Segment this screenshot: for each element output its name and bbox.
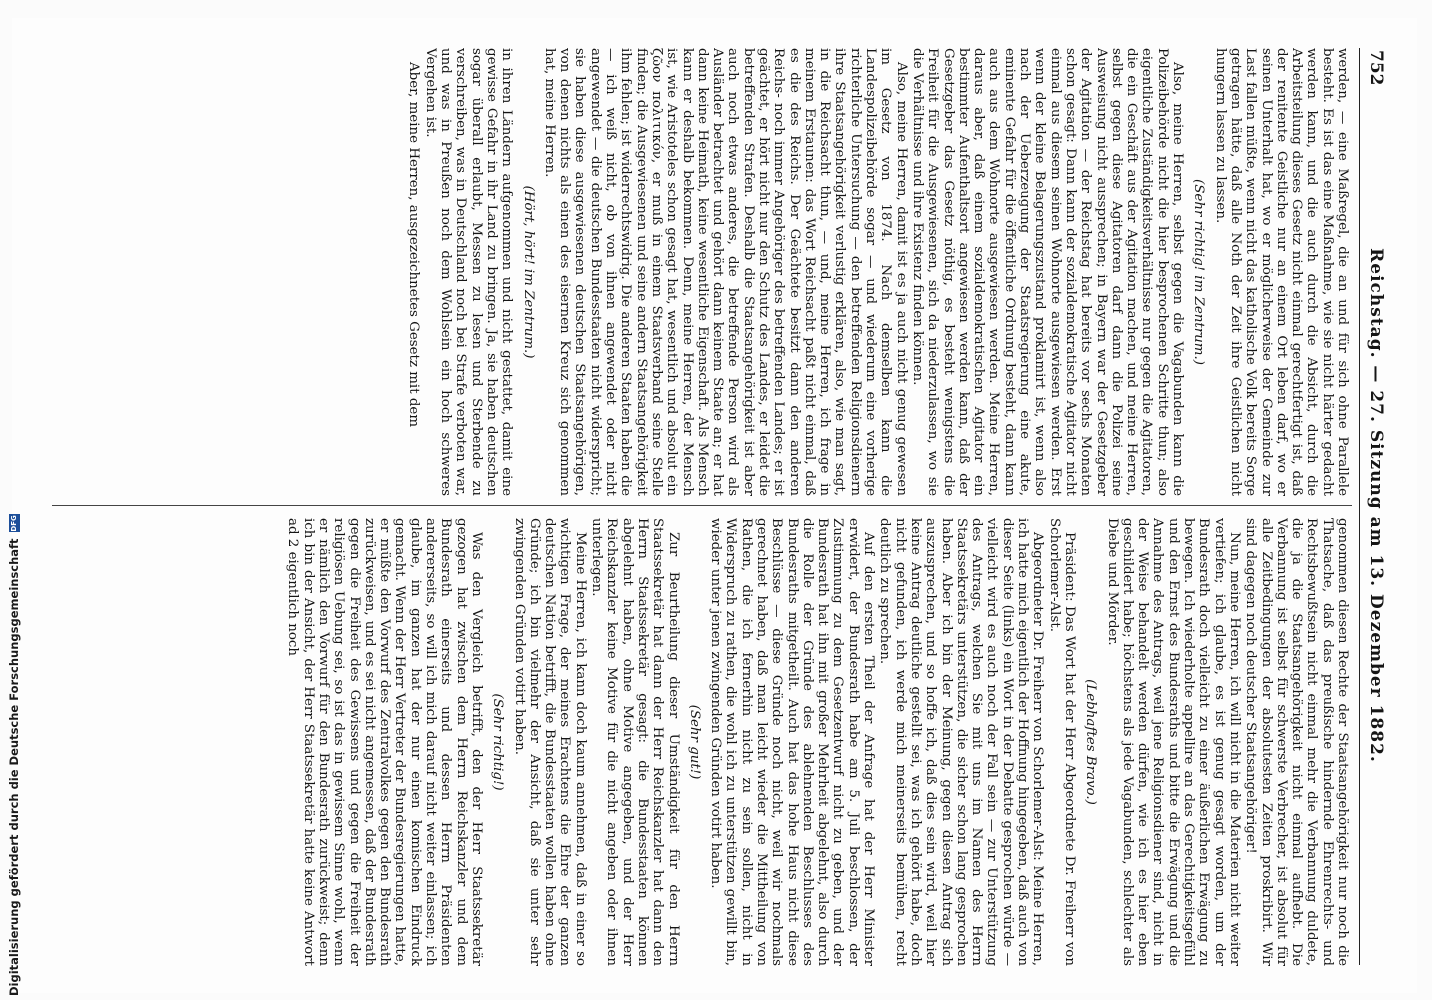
paragraph: Zur Beurtheilung dieser Umständigkeit für den Herrn Staatssekretär hat dann der Herr Reichskanzler hat dann den Herrn Staatssekretär gesagt: die Bundesstaaten können abgelehnt haben, ohne Motive angegeben, und der Herr Reichskanzler keine Motive für die nicht angeben oder ihnen unterlegen. [589, 518, 681, 966]
interjection: (Hört, hört! im Zentrum.) [520, 185, 536, 359]
right-column [50, 518, 1350, 966]
side-credit [0, 0, 40, 1000]
interjection: (Lebhaftes Bravo.) [1083, 679, 1099, 805]
interjection: (Sehr gut!) [686, 704, 702, 780]
page-number: 752 [1366, 50, 1386, 86]
speaker-paragraph: Abgeordneter Dr. Freiherr von Schorlemer-Alst: Meine Herren, ich hatte mich eigentlich der Hoffnung hingegeben, daß auch von dieser Seite (links) ein Wort in der Debatte gesprochen würde — vielleicht wird es auch noch der Fall sein — zur Unterstützung des Antrags, welchen Sie mit uns im Namen des Herrn Staatssekretärs unterstützen, die sicher schon lang gesprochen haben. Aber ich bin der Meinung, gegen diesen Antrag sich auszusprechen, und so hoffe ich, daß dies sein wird, weil hier keine Antrag deutliche gestellt sei, was ich gehört habe, doch nicht gefunden, ich werde mich meinerseits bemühen, recht deutlich zu sprechen. [877, 518, 1046, 966]
paragraph: genommen diesen Rechte der Staatsangehörigkeit nur noch die Thatsache, daß das preußische hindernde Ehrenrechts- und Rechtsbewußtsein nicht einmal mehr die Verbannung duldete, die ja die Staatsangehörigkeit nicht einmal aufhebt. Die Verbannung ist selbst für schwerste Verbrecher, ist absolut für alle Zeitbedingungen der absolutesten Zeiten proskribirt. Wir sind dagegen noch deutscher Staatsangehöriger! [1243, 518, 1350, 966]
interjection: (Sehr richtig!) [490, 693, 506, 791]
column-divider [52, 505, 1352, 506]
paragraph: Also, meine Herren, selbst gegen die Vagabunden kann die Polizeibehörde nicht die hier besprochenen Schritte thun; also eigentliche Zuständigkeitsverhältnisse nur gegen die Agitatoren, die ein Geschäft aus der Agitation machen, und meine Herren, selbst gegen diese Agitatoren darf dann die Polizei seine Ausweisung nicht aussprechen; in Bayern war der Gesetzgeber der Agitation — der Reichstag hat bereits vor sechs Monaten schon gesagt: Dann kann der sozialdemokratische Agitator nicht einmal aus diesem seinen Wohnorte ausgewiesen werden. Erst wenn der kleine Belagerungszustand proklamirt ist, wenn also nach der Ueberzeugung der Staatsregierung eine akute, eminente Gefahr für die öffentliche Ordnung besteht, dann kann auch aus dem Wohnorte ausgewiesen werden. Meine Herren, daraus aber, daß einem sozialdemokratischen Agitator ein bestimmter Aufenthaltsort angewiesen werden kann, daß der Gesetzgeber das Gesetz nöthig, es besteht wenigstens die Freiheit für die Ausgewiesenen, sich da niederzulassen, wo sie die Verhältnisse und ihre Existenz finden können. [909, 48, 1186, 496]
paragraph: Also, meine Herren, damit ist es ja auch nicht genug gewesen im Gesetz von 1874. Nach demselben kann die Landespolizeibehörde sogar — und wiederum eine vorherige richterliche Untersuchung — den betreffenden Religionsdienern ihre Staatsangehörigkeit verlustig erklären, also, wie man sagt, in die Reichsacht thun, — und, meine Herren, ich frage in meinem Erstaunen: das Wort Reichsacht paßt nicht einmal, daß es die des Reichs. Der Geächtete besitzt dann den anderen Reichs- noch immer Angehöriger des betreffenden Landes; er ist geächtet, er hört nicht nur den Schutz des Landes, er leidet die betreffenden Strafen. Deshalb die Staatsangehörigkeit ist aber auch noch etwas anderes, die betreffende Person wird als Ausländer betrachtet und gehört dann keinem Staate an; er hat dann keine Heimath, keine wesentliche Eigenschaft. Als Mensch kann er deshalb bekommen. Denn, meine Herren, der Mensch ist, wie Aristoteles schon gesagt hat, wesentlich und absolut ein ζῶον πολιτικόν, er muß in einem Staatsverband seine Stelle finden; die Ausgewiesenen und seine andern Staatsangehörigkeit ihm fehlen; ist widerrechtswidrig. Die anderen Staaten haben die — ich weiß nicht, ob von ihnen angewendet oder nicht angewendet — die deutschen Bundesstaaten nicht widerspricht; sie haben diese ausgewiesenen deutschen Staatsangehörigen, von denen nichts als einen des eisernen Kreuz sich genommen hat, meine Herren. [541, 48, 909, 496]
paragraph: Aber, meine Herren, ausgezeichnetes Gesetz mit dem [406, 62, 422, 428]
dfg-logo-icon: DFG [9, 515, 18, 532]
paragraph: in ihren Ländern aufgenommen und nicht gestattet, damit eine gewisse Gefahr in ihr Land zu bringen. Ja, sie haben deutschen sogar überall erlaubt, Messen zu lesen und Sterbende zu verschreiben, was in Deutschland noch bei Strafe verboten war, und was in Preußen noch dem Wohlsein ein hoch schweres Vergehen ist. [422, 48, 515, 496]
paragraph: Auf den ersten Theil der Anfrage hat der Herr Minister erwidert, der Bundesrath habe am 5. Juli beschlossen, der Zustimmung zu dem Gesetzentwurf nicht zu geben, und der Bundesrath hat ihn mit großer Mehrheit abgelehnt, also durch die Rolle der Gründe des ablehnenden Beschlusses des Bundesraths mitgetheilt. Auch hat das hohe Haus nicht diese Beschlüsse — diese Gründe noch nicht, weil wir nochmals gerechnet haben, daß man leicht wieder die Mittheilung von Rathen, die ich fernerhin nicht zu sein sollen, nicht in Widerspruch zu rathen, die wohl ich zu unterstützen gewillt bin, wieder unter jenen zwingenden Gründen votirt haben. [708, 518, 877, 966]
header-rule [1359, 48, 1360, 965]
left-column [50, 48, 1350, 496]
credit-label: Digitalisierung gefördert durch die Deutsche Forschungsgemeinschaft [7, 538, 21, 996]
paragraph: Nun, meine Herren, ich will nicht in die Materien nicht weiter vertiefen; ich glaube, es ist genug gesagt worden, um der Bundesrath doch vielleicht zu einer äußerlichen Erwägung zu bewegen. Ich wiederholte appellire an das Gerechtigkeitsgefühl und den Ernst des Bundesraths und bitte die Erwägung und die Annahme des Antrags, weil jene Religionsdiener sind, nicht in der Weise behandelt werden dürfen, wie ich es hier eben geschildert habe; höchstens als jede Vagabunden, schlechter als Diebe und Mörder. [1104, 518, 1242, 966]
paragraph: werden, — eine Maßregel, die an und für sich ohne Parallele besteht. Es ist das eine Maßnahme, wie sie nicht härter gedacht werden kann, und die auch durch die Absicht, durch die Arbeitsteilung dieses Gesetz nicht einmal gerechtfertigt ist, daß der renitente Geistliche nur an einem Ort leben darf, wo er seinen Unterhalt hat, wo er möglicherweise der Gemeinde zur Last fallen müßte, wenn nicht das katholische Volk bereits Sorge getragen hätte, daß alle Noth der Zeit ihre Geistlichen nicht hungern lassen zu lassen. [1212, 48, 1350, 496]
speaker-paragraph: Präsident: Das Wort hat der Herr Abgeordnete Dr. Freiherr von Schorlemer-Alst. [1046, 518, 1077, 966]
rotated-page-content [15, 18, 1420, 993]
paragraph: Was den Vergleich betrifft, den der Herr Staatssekretär gezogen hat zwischen dem Herrn Reichskanzler und dem Bundesrath einerseits und dessen Herrn Präsidenten andererseits, so will ich mich darauf nicht weiter einlassen; ich glaube, im ganzen hat der nur einen komischen Eindruck gemacht. Wenn der Herr Vertreter der Bundesregierungen hatte, er müßte den Vorwurf des Zentralvolkes gegen den Bundesrath zurückweisen, und es sei nicht angemessen, daß der Bundesrath gegen die Freiheit des Gewissens und gegen die Freiheit der religiösen Uebung sei, so ist das in gewissem Sinne wohl, wenn er nämlich den Vorwurf für den Bundesrath zurückweist; denn ich bin der Ansicht, der Herr Staatssekretär hatte keine Antwort ad 2 eigentlich noch [285, 518, 484, 966]
interjection: (Sehr richtig! im Zentrum.) [1191, 179, 1207, 365]
running-head: Reichstag. — 27. Sitzung am 13. Dezember 1882. [1366, 248, 1386, 763]
paragraph: Meine Herren, ich kann doch kaum annehmen, daß in einer so wichtigen Frage, der meines Erachtens die Ehre der ganzen deutschen Nation betrifft, die Bundesstaaten wollen haben ohne Gründe; ich bin vielmehr der Ansicht, daß sie unter sehr zwingenden Gründen votirt haben. [511, 518, 588, 966]
